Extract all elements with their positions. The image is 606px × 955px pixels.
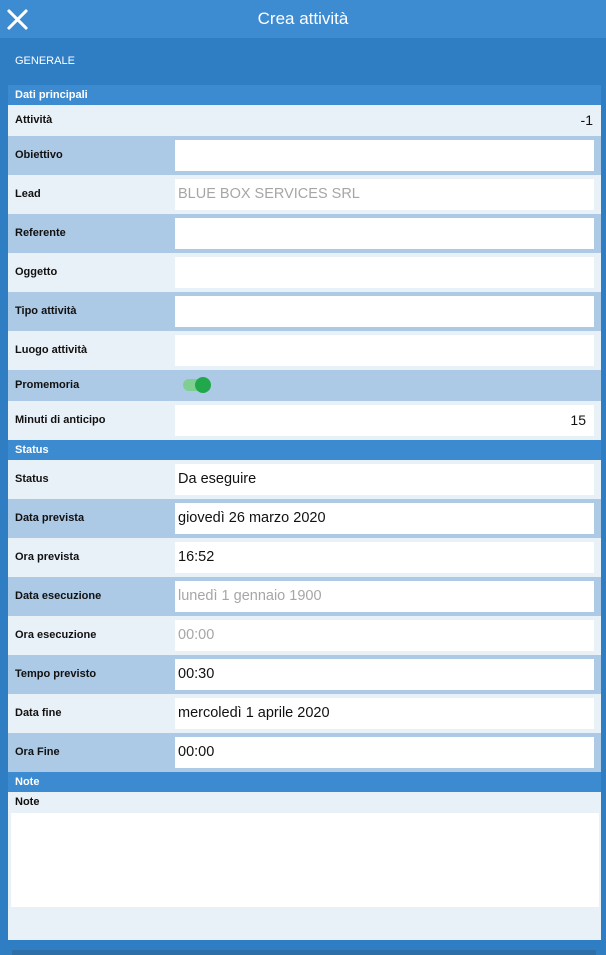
attivita-value: -1 (580, 112, 593, 128)
data-prevista-field[interactable]: giovedì 26 marzo 2020 (175, 503, 594, 534)
data-esecuzione-label: Data esecuzione (15, 590, 102, 602)
minuti-anticipo-field[interactable] (175, 405, 594, 436)
row-data-prevista (8, 499, 601, 538)
data-fine-field[interactable]: mercoledì 1 aprile 2020 (175, 698, 594, 729)
promemoria-toggle[interactable] (183, 379, 209, 391)
obiettivo-field[interactable] (175, 140, 594, 171)
oggetto-label: Oggetto (15, 266, 58, 278)
row-attivita (8, 105, 601, 136)
row-data-fine (8, 694, 601, 733)
toggle-knob (195, 377, 211, 393)
referente-label: Referente (15, 227, 66, 239)
row-luogo-attivita (8, 331, 601, 370)
row-tempo-previsto (8, 655, 601, 694)
ora-prevista-field[interactable]: 16:52 (175, 542, 594, 573)
row-promemoria (8, 370, 601, 401)
page-title: Crea attività (257, 9, 349, 28)
row-ora-esecuzione (8, 616, 601, 655)
row-obiettivo (8, 136, 601, 175)
row-lead (8, 175, 601, 214)
ora-esecuzione-label: Ora esecuzione (15, 629, 97, 641)
note-label: Note (15, 796, 40, 808)
attivita-label: Attività (15, 114, 53, 126)
section-header-dati-principali: Dati principali (8, 85, 601, 105)
luogo-attivita-label: Luogo attività (15, 344, 88, 356)
tab-generale[interactable]: GENERALE (15, 55, 75, 67)
tempo-previsto-field[interactable]: 00:30 (175, 659, 594, 690)
lead-field[interactable]: BLUE BOX SERVICES SRL (175, 179, 594, 210)
data-prevista-label: Data prevista (15, 512, 85, 524)
referente-field[interactable] (175, 218, 594, 249)
oggetto-field[interactable] (175, 257, 594, 288)
section-header-note: Note (8, 772, 601, 792)
row-data-esecuzione (8, 577, 601, 616)
row-ora-fine (8, 733, 601, 772)
tipo-attivita-label: Tipo attività (15, 305, 77, 317)
row-minuti-anticipo (8, 401, 601, 440)
minuti-anticipo-value: 15 (570, 412, 586, 428)
ora-fine-field[interactable]: 00:00 (175, 737, 594, 768)
promemoria-label: Promemoria (15, 379, 80, 391)
tempo-previsto-label: Tempo previsto (15, 668, 97, 680)
row-status (8, 460, 601, 499)
status-label: Status (15, 473, 49, 485)
row-oggetto (8, 253, 601, 292)
note-area (8, 792, 601, 940)
minuti-anticipo-label: Minuti di anticipo (15, 414, 106, 426)
ora-esecuzione-field[interactable]: 00:00 (175, 620, 594, 651)
obiettivo-label: Obiettivo (15, 149, 63, 161)
ora-prevista-label: Ora prevista (15, 551, 80, 563)
data-fine-label: Data fine (15, 707, 62, 719)
tab-bar (0, 38, 606, 85)
top-bar (0, 0, 606, 38)
bottom-edge (12, 950, 596, 955)
status-field[interactable]: Da eseguire (175, 464, 594, 495)
data-esecuzione-field[interactable]: lunedì 1 gennaio 1900 (175, 581, 594, 612)
row-tipo-attivita (8, 292, 601, 331)
section-header-status: Status (8, 440, 601, 460)
luogo-attivita-field[interactable] (175, 335, 594, 366)
tipo-attivita-field[interactable] (175, 296, 594, 327)
row-referente (8, 214, 601, 253)
ora-fine-label: Ora Fine (15, 746, 60, 758)
form-content (8, 85, 601, 940)
row-ora-prevista (8, 538, 601, 577)
note-textarea[interactable] (11, 813, 599, 907)
lead-label: Lead (15, 188, 41, 200)
